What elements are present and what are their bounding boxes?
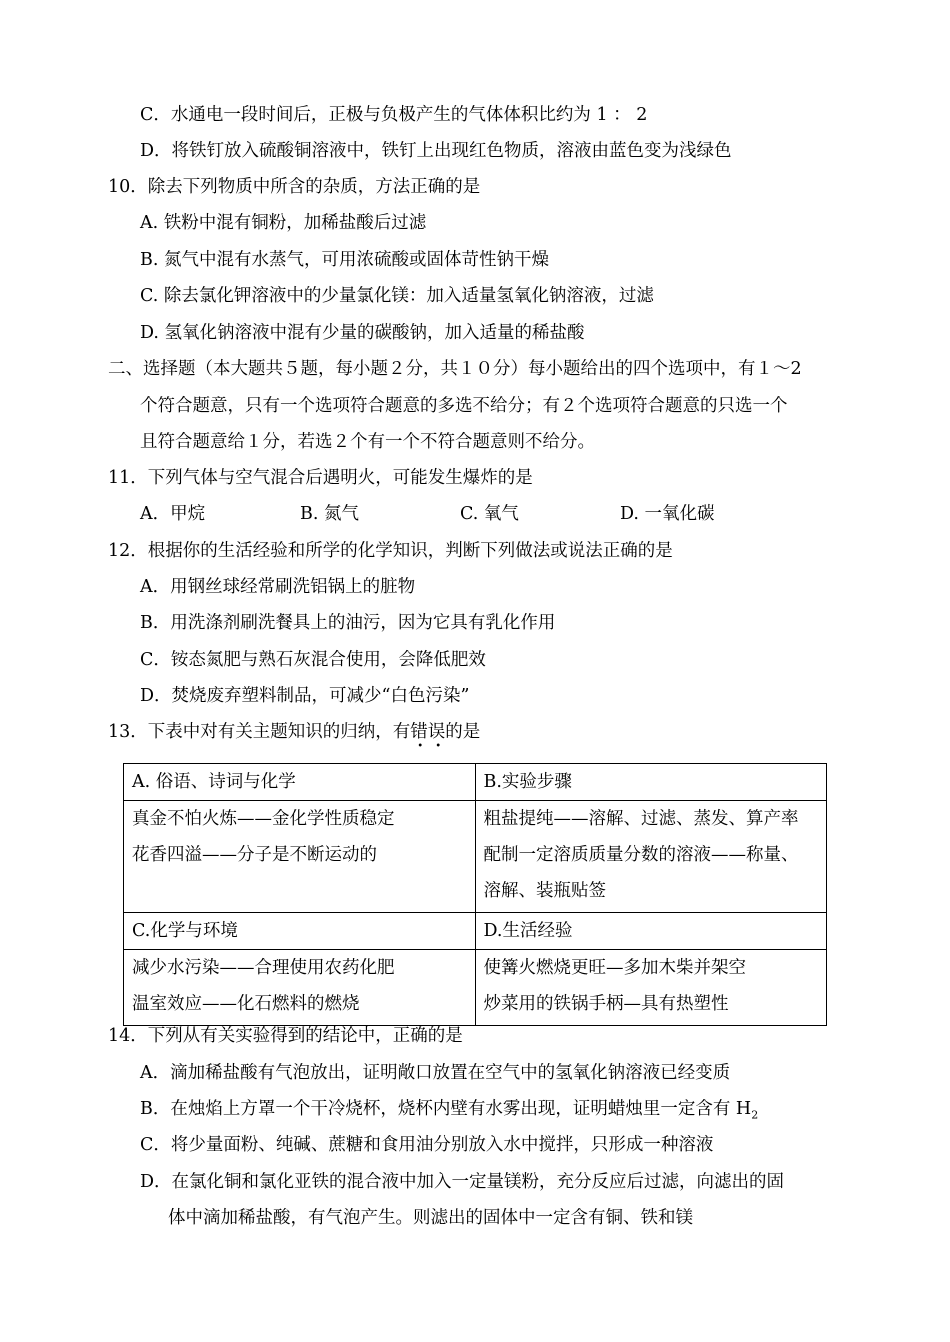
- q11-options: [140, 503, 780, 525]
- q11-stem: 11．下列气体与空气混合后遇明火，可能发生爆炸的是: [108, 468, 533, 488]
- q14-option-a: A．滴加稀盐酸有气泡放出，证明敞口放置在空气中的氢氧化钠溶液已经变质: [140, 1063, 731, 1083]
- table-cell-d-head: D.生活经验: [475, 913, 827, 950]
- table-cell-b-line: 配制一定溶质质量分数的溶液——称量、: [483, 845, 799, 865]
- table-cell-c-body: [124, 950, 476, 1026]
- q13-stem-emphasis: 错误 • •: [410, 722, 445, 742]
- q13-knowledge-table: [123, 763, 827, 1026]
- table-cell-c-line: 温室效应——化石燃料的燃烧: [132, 994, 360, 1014]
- q12-option-d: D．焚烧废弃塑料制品，可减少“白色污染”: [140, 686, 470, 706]
- subscript-2: 2: [751, 1108, 759, 1122]
- table-cell-d-line: 使篝火燃烧更旺—多加木柴并架空: [483, 958, 746, 978]
- section2-instructions-line1: 二、选择题（本大题共５题，每小题２分，共１０分）每小题给出的四个选项中，有１～2: [108, 359, 802, 379]
- q13-stem: [108, 721, 481, 752]
- q14-option-b: B．在烛焰上方罩一个干冷烧杯，烧杯内壁有水雾出现，证明蜡烛里一定含有 $H_2$: [140, 1099, 759, 1122]
- q13-stem-post: 的是: [445, 722, 481, 742]
- q14-option-d-line2: 体中滴加稀盐酸，有气泡产生。则滤出的固体中一定含有铜、铁和镁: [168, 1208, 693, 1228]
- table-cell-d-body: [475, 950, 827, 1026]
- q9-option-d: D．将铁钉放入硫酸铜溶液中，铁钉上出现红色物质，溶液由蓝色变为浅绿色: [140, 141, 732, 161]
- section2-instructions-line3: 且符合题意给１分，若选２个有一个不符合题意则不给分。: [140, 432, 595, 452]
- q12-option-c: C．铵态氮肥与熟石灰混合使用，会降低肥效: [140, 650, 486, 670]
- q9-option-c: C．水通电一段时间后，正极与负极产生的气体体积比约为 1 ： 2: [140, 105, 648, 125]
- section2-instructions-line2: 个符合题意，只有一个选项符合题意的多选不给分；有２个选项符合题意的只选一个: [140, 396, 788, 416]
- table-cell-c-head: C.化学与环境: [124, 913, 476, 950]
- table-cell-b-line: 溶解、装瓶贴签: [483, 881, 606, 901]
- q11-option-d: D. 一氧化碳: [620, 504, 715, 524]
- q11-option-c: C. 氧气: [460, 504, 519, 524]
- q11-option-a: A．甲烷: [140, 504, 206, 524]
- q12-option-a: A．用钢丝球经常刷洗铝锅上的脏物: [140, 577, 416, 597]
- emphasis-dot: •: [417, 741, 424, 752]
- table-cell-a-line: 花香四溢——分子是不断运动的: [132, 845, 377, 865]
- q13-stem-pre: 13．下表中对有关主题知识的归纳，有: [108, 722, 411, 742]
- q12-option-b: B．用洗涤剂刷洗餐具上的油污，因为它具有乳化作用: [140, 613, 556, 633]
- table-cell-a-line: 真金不怕火炼——金化学性质稳定: [132, 809, 395, 829]
- q11-option-b: B. 氮气: [300, 504, 359, 524]
- q10-option-a: A. 铁粉中混有铜粉，加稀盐酸后过滤: [140, 213, 427, 233]
- table-cell-b-head: B.实验步骤: [475, 764, 827, 801]
- q10-option-b: B. 氮气中混有水蒸气，可用浓硫酸或固体苛性钠干燥: [140, 250, 549, 270]
- table-cell-c-line: 减少水污染——合理使用农药化肥: [132, 958, 395, 978]
- table-cell-a-head: A. 俗语、诗词与化学: [124, 764, 476, 801]
- emphasis-dot: •: [435, 741, 442, 752]
- table-cell-b-line: 粗盐提纯——溶解、过滤、蒸发、算产率: [483, 809, 799, 829]
- q10-option-d: D. 氢氧化钠溶液中混有少量的碳酸钠，加入适量的稀盐酸: [140, 323, 585, 343]
- table-cell-d-line: 炒菜用的铁锅手柄—具有热塑性: [483, 994, 729, 1014]
- q10-stem: 10．除去下列物质中所含的杂质，方法正确的是: [108, 177, 481, 197]
- q14-stem: 14．下列从有关实验得到的结论中，正确的是: [108, 1026, 463, 1046]
- q10-option-c: C. 除去氯化钾溶液中的少量氯化镁：加入适量氢氧化钠溶液，过滤: [140, 286, 654, 306]
- table-cell-a-body: [124, 801, 476, 913]
- q14-option-d-line1: D．在氯化铜和氯化亚铁的混合液中加入一定量镁粉，充分反应后过滤，向滤出的固: [140, 1172, 785, 1192]
- q12-stem: 12．根据你的生活经验和所学的化学知识，判断下列做法或说法正确的是: [108, 541, 673, 561]
- q14-option-c: C．将少量面粉、纯碱、蔗糖和食用油分别放入水中搅拌，只形成一种溶液: [140, 1135, 714, 1155]
- table-cell-b-body: [475, 801, 827, 913]
